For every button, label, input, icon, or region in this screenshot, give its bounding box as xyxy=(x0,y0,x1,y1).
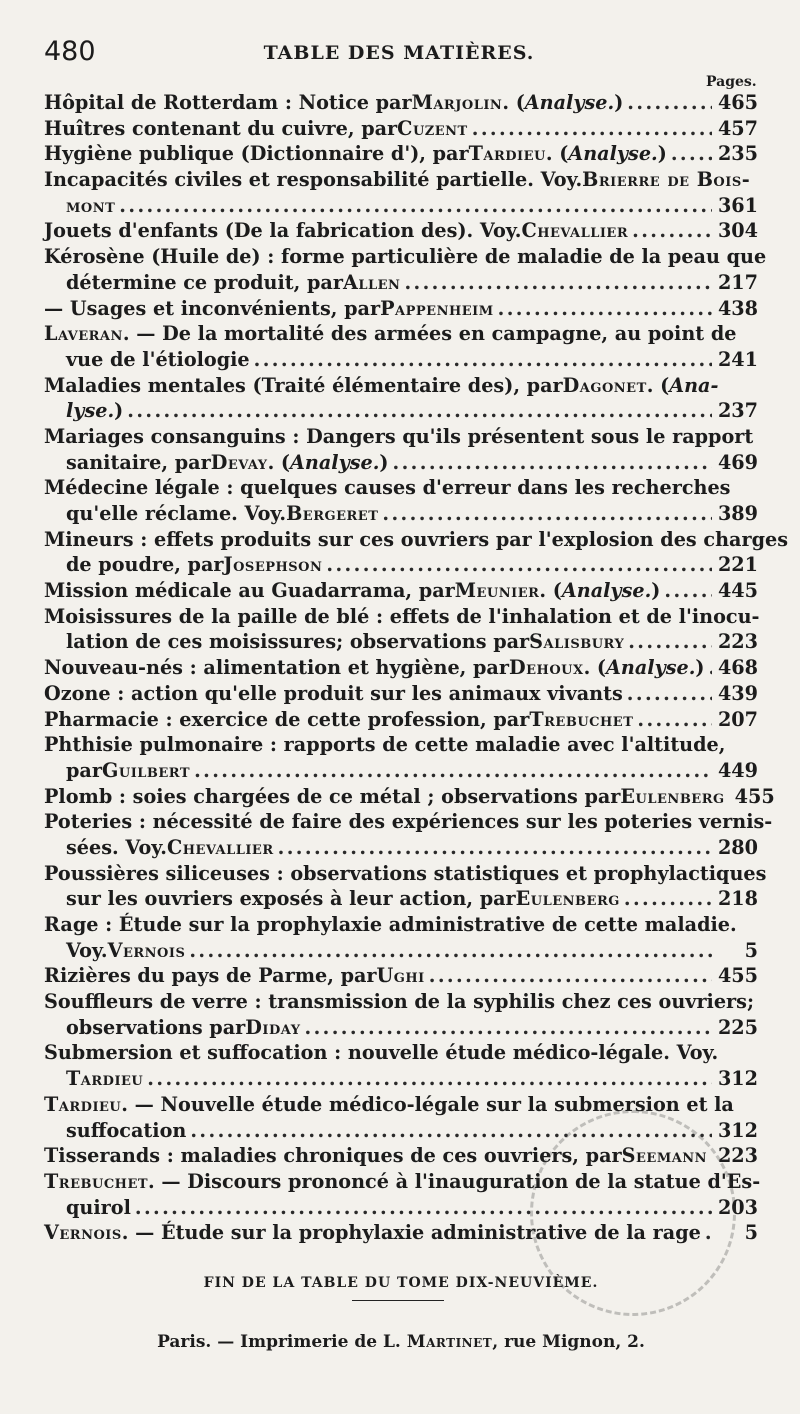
page-ref: 304 xyxy=(717,219,758,243)
entry-text: Plomb : soies chargées de ce métal ; observations par xyxy=(44,784,621,808)
page-ref: 449 xyxy=(717,758,758,782)
entry-text: Maladies mentales (Traité élémentaire des), par xyxy=(44,373,563,397)
index-entry xyxy=(44,527,789,578)
author-name: Chevallier xyxy=(166,835,274,859)
author-name: Tardieu xyxy=(44,1092,122,1116)
author-name: Eulenberg xyxy=(620,784,725,808)
entry-text: . — De la mortalité des armées en campagne, au point de xyxy=(122,322,737,346)
author-name: Dehoux xyxy=(508,656,584,680)
leader-dots xyxy=(254,347,712,373)
divider-rule xyxy=(352,1300,444,1301)
entry-text: Submersion et suffocation : nouvelle étude médico-légale. Voy. xyxy=(44,1041,719,1065)
entry-text: . ( xyxy=(583,656,607,680)
entry-text: . — Discours prononcé à l'inauguration de la statue d'Es- xyxy=(148,1169,761,1193)
page-ref: 207 xyxy=(717,707,758,731)
leader-dots xyxy=(127,398,712,424)
author-name: Brierre de Bois- xyxy=(582,168,751,192)
page-ref: 218 xyxy=(717,887,758,911)
entry-text: Voy. xyxy=(66,938,108,962)
entry-text: . ( xyxy=(646,373,670,397)
page-ref: 312 xyxy=(717,1118,758,1142)
leader-dots xyxy=(472,116,712,142)
entry-text: ) xyxy=(379,450,389,474)
pages-column-label: Pages. xyxy=(706,74,757,90)
leader-dots xyxy=(627,681,712,707)
entry-italic: Analyse. xyxy=(568,142,658,166)
leader-dots xyxy=(498,296,712,322)
index-entry xyxy=(44,732,758,783)
page-ref: 221 xyxy=(717,553,758,577)
index-entry xyxy=(44,809,773,860)
index-entry xyxy=(44,861,767,912)
entry-text: . ( xyxy=(545,142,569,166)
page-ref: 445 xyxy=(717,579,758,603)
author-name: Seemann xyxy=(621,1144,708,1168)
running-title: TABLE DES MATIÈRES. xyxy=(263,42,535,64)
page-number: 480 xyxy=(44,36,96,67)
index-entry xyxy=(44,681,758,707)
leader-dots xyxy=(393,450,712,476)
author-name: Chevallier xyxy=(521,219,629,243)
author-name: Trebuchet xyxy=(529,707,634,731)
author-name: Devay xyxy=(210,450,268,474)
entry-text: — Usages et inconvénients, par xyxy=(44,296,381,320)
entry-italic: Analyse. xyxy=(524,91,615,114)
leader-dots xyxy=(664,578,712,604)
index-entry xyxy=(44,167,758,218)
entry-text: ) xyxy=(657,142,667,166)
entry-text: . ( xyxy=(539,579,562,603)
leader-dots xyxy=(382,501,712,527)
entry-italic: Analyse. xyxy=(561,579,652,603)
index-entry xyxy=(44,784,775,810)
leader-dots xyxy=(278,835,712,861)
page-ref: 5 xyxy=(744,938,758,962)
author-name: Eulenberg xyxy=(515,887,620,911)
entry-italic: Analyse. xyxy=(606,656,696,680)
author-name: Ughi xyxy=(376,964,425,988)
entry-text: Incapacités civiles et responsabilité partielle. Voy. xyxy=(44,168,583,192)
leader-dots xyxy=(628,629,712,655)
index-entry xyxy=(44,218,758,244)
entry-text: Hôpital de Rotterdam : Notice par xyxy=(44,91,412,114)
author-name: Trebuchet xyxy=(44,1169,149,1193)
entry-text: Nouveau-nés : alimentation et hygiène, par xyxy=(44,656,509,680)
index-entry xyxy=(44,244,767,295)
entry-italic: Ana- xyxy=(669,373,719,397)
index-entry xyxy=(44,707,758,733)
page-ref: 438 xyxy=(717,296,758,320)
entry-text: de poudre, par xyxy=(66,553,224,577)
page-ref: 5 xyxy=(744,1221,758,1245)
leader-dots xyxy=(709,655,712,681)
entry-text: Jouets d'enfants (De la fabrication des). Voy. xyxy=(44,219,522,243)
end-of-table-note: FIN DE LA TABLE DU TOME DIX-NEUVIÈME. xyxy=(203,1275,599,1291)
entry-text: vue de l'étiologie xyxy=(66,347,250,371)
entry-italic: Analyse. xyxy=(290,450,380,474)
leader-dots xyxy=(632,218,712,244)
leader-dots xyxy=(627,90,712,116)
leader-dots xyxy=(304,1015,711,1041)
page-ref: 455 xyxy=(717,964,758,988)
page-ref: 457 xyxy=(717,116,758,140)
index-entry xyxy=(44,1040,758,1091)
leader-dots xyxy=(404,270,712,296)
entry-text: observations par xyxy=(66,1015,246,1039)
page-ref: 361 xyxy=(717,193,758,217)
entry-text: Poteries : nécessité de faire des expériences sur les poteries vernis- xyxy=(44,810,773,834)
author-name: Vernois xyxy=(107,938,186,962)
index-entry xyxy=(44,141,758,167)
index-entry xyxy=(44,963,758,989)
index-entry xyxy=(44,989,758,1040)
entry-text: ) xyxy=(651,579,661,603)
index-entries xyxy=(44,90,789,1246)
leader-dots xyxy=(189,938,714,964)
entry-text: Hygiène publique (Dictionnaire d'), par xyxy=(44,142,469,166)
author-name: Tardieu xyxy=(468,142,546,166)
index-entry xyxy=(44,424,758,475)
author-name: mont xyxy=(66,193,116,217)
printer-name: Martinet xyxy=(406,1332,493,1352)
author-name: Diday xyxy=(245,1015,301,1039)
entry-text: détermine ce produit, par xyxy=(66,270,343,294)
printer-imprint xyxy=(44,1332,758,1352)
entry-text: . ( xyxy=(502,91,525,114)
author-name: Guilbert xyxy=(101,758,191,782)
entry-text: Kérosène (Huile de) : forme particulière de maladie de la peau que xyxy=(44,245,767,269)
page-header xyxy=(44,36,754,70)
page-ref: 217 xyxy=(717,270,758,294)
page-ref: 469 xyxy=(717,450,758,474)
author-name: Meunier xyxy=(454,579,540,603)
author-name: Salisbury xyxy=(529,630,625,654)
entry-text: Mission médicale au Guadarrama, par xyxy=(44,579,455,603)
page-ref: 389 xyxy=(717,502,758,525)
entry-text: . — Nouvelle étude médico-légale sur la submersion et la xyxy=(121,1092,734,1116)
entry-text: Poussières siliceuses : observations statistiques et prophylactiques xyxy=(44,861,767,885)
index-entry xyxy=(44,116,758,142)
author-name: Vernois xyxy=(44,1221,122,1245)
page-ref: 223 xyxy=(717,630,758,654)
entry-text: Mariages consanguins : Dangers qu'ils présentent sous le rapport xyxy=(44,424,754,448)
entry-text: sées. Voy. xyxy=(66,835,167,859)
index-entry xyxy=(44,321,758,372)
author-name: Tardieu xyxy=(66,1067,144,1091)
entry-text: qu'elle réclame. Voy. xyxy=(66,502,287,525)
index-entry xyxy=(44,373,758,424)
author-name: Laveran xyxy=(44,322,123,346)
entry-text: Souffleurs de verre : transmission de la syphilis chez ces ouvriers; xyxy=(44,990,755,1014)
page-ref: 241 xyxy=(717,347,758,371)
author-name: Dagonet xyxy=(562,373,647,397)
page-ref: 465 xyxy=(717,91,758,114)
leader-dots xyxy=(637,707,712,733)
entry-text: Ozone : action qu'elle produit sur les animaux vivants xyxy=(44,681,623,705)
entry-text: ) xyxy=(114,399,124,423)
entry-text: ) xyxy=(695,656,705,680)
imprint-text: , rue Mignon, 2. xyxy=(492,1332,645,1352)
entry-text: Huîtres contenant du cuivre, par xyxy=(44,116,398,140)
index-entry xyxy=(44,296,758,322)
leader-dots xyxy=(671,141,712,167)
page-ref: 225 xyxy=(717,1015,758,1039)
author-name: Josephson xyxy=(223,553,323,577)
entry-text: Rizières du pays de Parme, par xyxy=(44,964,377,988)
leader-dots xyxy=(119,193,712,219)
entry-italic: lyse. xyxy=(66,399,115,423)
page-ref: 455 xyxy=(734,784,775,808)
leader-dots xyxy=(194,758,712,784)
page-ref: 439 xyxy=(717,681,758,705)
entry-text: Mineurs : effets produits sur ces ouvriers par l'explosion des charges xyxy=(44,527,789,551)
index-entry xyxy=(44,655,758,681)
leader-dots xyxy=(429,963,712,989)
entry-text: Médecine légale : quelques causes d'erreur dans les recherches xyxy=(44,476,731,500)
page-ref: 203 xyxy=(717,1195,758,1219)
entry-text: ) xyxy=(614,91,624,114)
index-entry xyxy=(44,90,758,116)
page-ref: 237 xyxy=(717,399,758,423)
author-name: Bergeret xyxy=(286,502,379,525)
entry-text: sanitaire, par xyxy=(66,450,211,474)
entry-text: Moisissures de la paille de blé : effets de l'inhalation et de l'inocu- xyxy=(44,604,760,628)
page-ref: 223 xyxy=(717,1144,758,1168)
author-name: Marjolin xyxy=(411,91,503,114)
entry-text: quirol xyxy=(66,1195,131,1219)
page-ref: 280 xyxy=(717,835,758,859)
entry-text: Tisserands : maladies chroniques de ces ouvriers, par xyxy=(44,1144,622,1168)
imprint-text: Paris. — Imprimerie de L. xyxy=(157,1332,407,1352)
entry-text: sur les ouvriers exposés à leur action, par xyxy=(66,887,516,911)
entry-text: . ( xyxy=(267,450,291,474)
leader-dots xyxy=(147,1066,712,1092)
leader-dots xyxy=(326,552,712,578)
index-entry xyxy=(44,475,758,526)
leader-dots xyxy=(624,886,712,912)
page-ref: 235 xyxy=(717,142,758,166)
entry-text: Phthisie pulmonaire : rapports de cette maladie avec l'altitude, xyxy=(44,733,726,757)
author-name: Pappenheim xyxy=(380,296,494,320)
index-entry xyxy=(44,912,758,963)
index-entry xyxy=(44,578,758,604)
index-entry xyxy=(44,604,758,655)
entry-text: . — Étude sur la prophylaxie administrative de la rage xyxy=(121,1221,701,1245)
author-name: Cuzent xyxy=(397,116,468,140)
entry-text: Pharmacie : exercice de cette profession, par xyxy=(44,707,530,731)
entry-text: suffocation xyxy=(66,1118,187,1142)
author-name: Allen xyxy=(342,270,401,294)
page-ref: 468 xyxy=(717,656,758,680)
entry-text: lation de ces moisissures; observations par xyxy=(66,630,530,654)
entry-text: par xyxy=(66,758,102,782)
page-ref: 312 xyxy=(717,1067,758,1091)
entry-text: Rage : Étude sur la prophylaxie administrative de cette maladie. xyxy=(44,913,737,936)
